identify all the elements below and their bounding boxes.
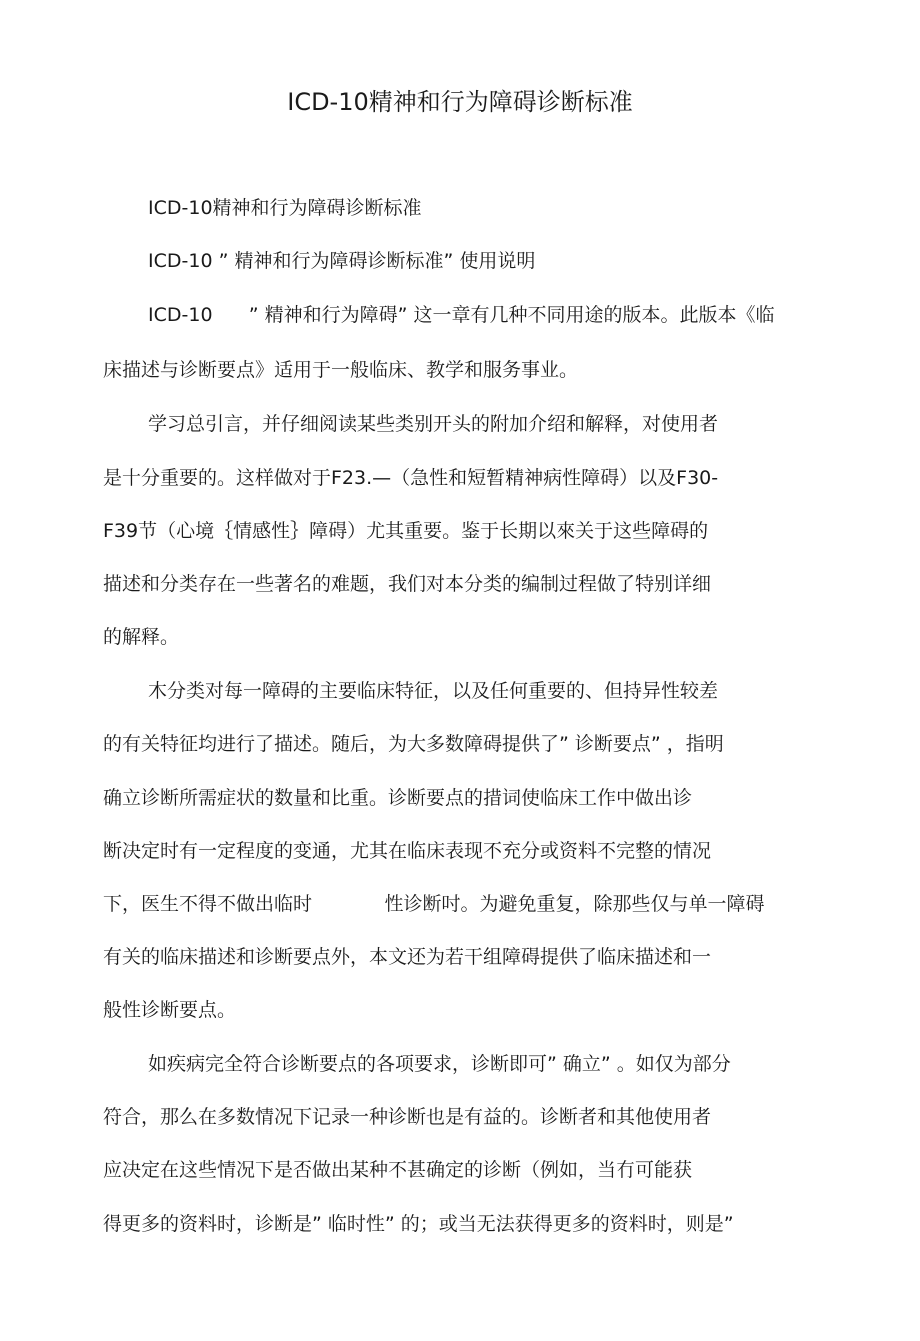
- text-line: 下，医生不得不做出临时 性诊断吋。为避免重复，除那些仅与单一障碍: [103, 893, 765, 915]
- text-line: 确立诊断所需症状的数量和比重。诊断要点的措词使临床工作中做出诊: [103, 787, 693, 809]
- text-line: 符合，那么在多数情况下记录一种诊断也是有益的。诊断者和其他使用者: [103, 1106, 712, 1128]
- text-line: 是十分重要的。这样做对于F23.—（急性和短暂精神病性障碍）以及F30-: [103, 467, 719, 489]
- text-line: F39节（心境｛情感性｝障碍）尤其重要。鉴于长期以來关于这些障碍的: [103, 520, 709, 542]
- text-line: ICD-10 ” 精神和行为障碍” 这一章有几种不同用途的版本。此版本《临: [148, 304, 775, 326]
- text-line: ICD-10精神和行为障碍诊断标准: [148, 197, 422, 219]
- text-line: 的解释。: [103, 626, 180, 648]
- text-line: 学习总引言，并仔细阅读某些类别开头的附加介绍和解释，对使用者: [148, 413, 719, 435]
- text-line: ICD-10 ” 精神和行为障碍诊断标准” 使用说明: [148, 250, 536, 272]
- text-line: 断决定时有一定程度的变通，尤其在临床表现不充分或资料不完整的情况: [103, 840, 712, 862]
- text-line: 木分类对每一障碍的主要临床特征，以及任何重要的、但持异性较差: [148, 680, 719, 702]
- text-line: 描述和分类存在一些著名的难题，我们对本分类的编制过程做了特别详细: [103, 573, 712, 595]
- text-line: 得更多的资料时，诊断是” 临时性” 的；或当无法获得更多的资料时，则是”: [103, 1213, 734, 1235]
- document-title: ICD-10精神和行为障碍诊断标准: [287, 88, 633, 116]
- text-line: 应决定在这些情况下是否做出某种不甚确定的诊断（例如，当冇可能获: [103, 1159, 693, 1181]
- text-line: 的有关特征均进行了描述。随后，为大多数障碍提供了” 诊断要点” ，指明: [103, 733, 724, 755]
- text-line: 床描述与诊断要点》适用于一般临床、教学和服务事业。: [103, 359, 579, 381]
- text-line: 如疾病完全符合诊断要点的各项要求，诊断即可” 确立” 。如仅为部分: [148, 1053, 731, 1075]
- text-line: 有关的临床描述和诊断要点外，本文还为若干组障碍提供了临床描述和一: [103, 946, 712, 968]
- text-line: 般性诊断要点。: [103, 999, 237, 1021]
